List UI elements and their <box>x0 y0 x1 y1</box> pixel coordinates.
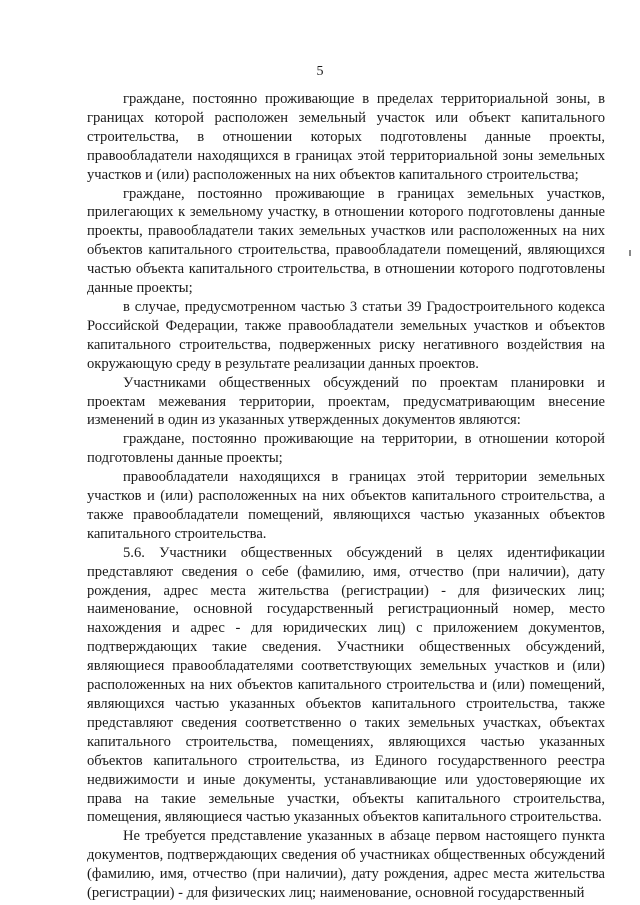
paragraph-documents-not-required: Не требуется представление указанных в абзаце первом настоящего пункта документов, подтверждающих сведения об участниках общественных обсуждений (фамилию, имя, отчество (при наличии), дату рождения, адрес места жительства (регистрации) - для физических лиц; наименование, основной государственный <box>87 828 605 902</box>
paragraph-territory-owners: правообладатели находящихся в границах этой территории земельных участков и (или) расположенных на них объектов капитального строительства, а также правообладатели помещений, являющихся частью указанных объектов капитального строительства. <box>87 469 605 542</box>
page-number: 5 <box>316 64 324 79</box>
paragraph-territory-residents: граждане, постоянно проживающие на территории, в отношении которой подготовлены данные проекты; <box>87 431 605 467</box>
paragraph-zone-residents: граждане, постоянно проживающие в пределах территориальной зоны, в границах которой расположен земельный участок или объект капитального строительства, в отношении которых подготовлены данные проекты, правообладатели находящихся в границах этой территориальной зоны земельных участков и (или) расположенных на них объектов капитального строительства; <box>87 91 605 183</box>
paragraph-planning-participants: Участниками общественных обсуждений по проектам планировки и проектам межевания территории, проектам, предусматривающим внесение изменений в один из указанных утвержденных документов являются: <box>87 374 605 429</box>
paragraph-adjacent-residents: граждане, постоянно проживающие в границах земельных участков, прилегающих к земельному участку, в отношении которого подготовлены данные проекты, правообладатели таких земельных участков или расположенных на них объектов капитального строительства, правообладатели помещений, являющихся частью объекта капитального строительства, в отношении которого подготовлены данные проекты; <box>87 185 605 297</box>
scan-margin-mark <box>629 250 631 256</box>
document-body <box>87 90 605 903</box>
paragraph-article-39-case: в случае, предусмотренном частью 3 статьи 39 Градостроительного кодекса Российской Федерации, также правообладатели земельных участков и объектов капитального строительства, подверженных риску негативного воздействия на окружающую среду в результате реализации данных проектов. <box>87 298 605 372</box>
paragraph-section-5-6: 5.6. Участники общественных обсуждений в целях идентификации представляют сведения о себе (фамилию, имя, отчество (при наличии), дату рождения, адрес места жительства (регистрации) - для физических лиц; наименование, основной государственный регистрационный номер, место нахождения и адрес - для юридических лиц) с приложением документов, подтверждающих такие сведения. Участники общественных обсуждений, являющиеся правообладателями соответствующих земельных участков и (или) расположенных на них объектов капитального строительства и (или) помещений, являющихся частью указанных объектов капитального строительства, также представляют сведения соответственно о таких земельных участках, объектах капитального строительства, помещениях, являющихся частью указанных объектов капитального строительства, из Единого государственного реестра недвижимости и иные документы, устанавливающие или удостоверяющие их права на такие земельные участки, объекты капитального строительства, помещения, являющиеся частью указанных объектов капитального строительства. <box>87 544 605 826</box>
